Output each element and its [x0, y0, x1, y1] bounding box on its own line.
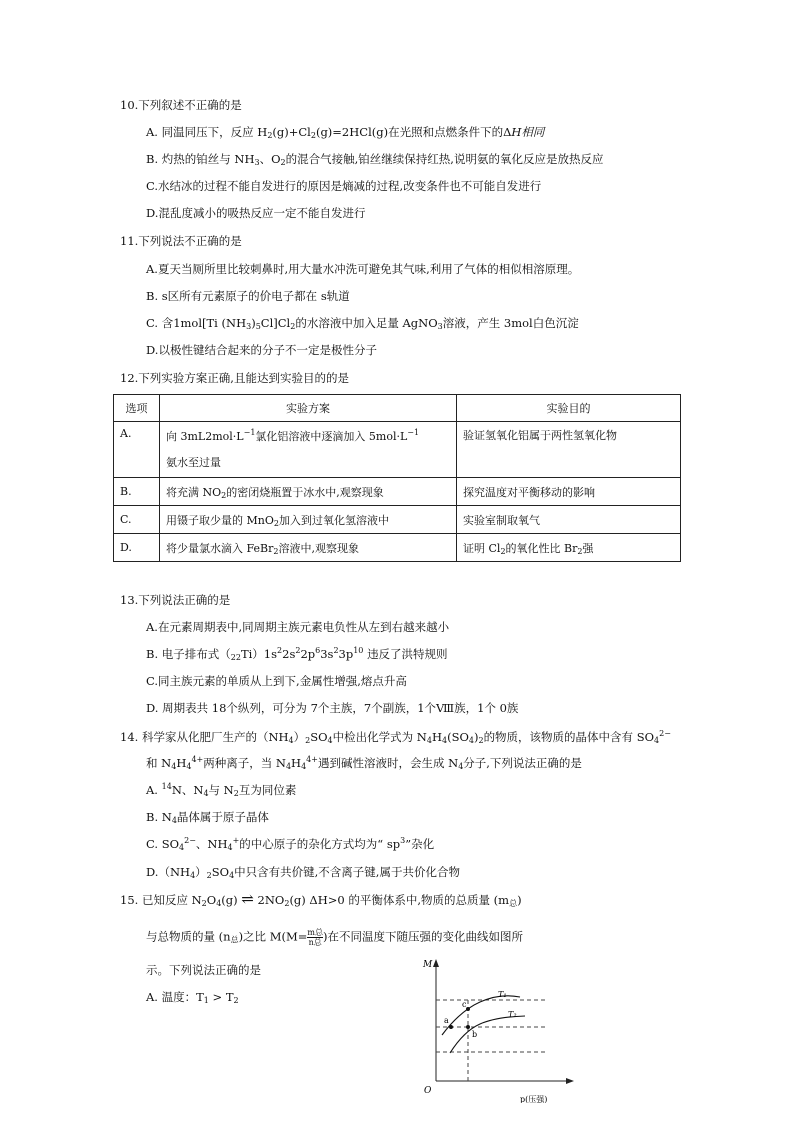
q15-stem: 15. 已知反应 $N_2O_4(g)$ ⇌ $2NO_2(g)$ ΔH>0 的平衡体系中,物质的总质量 $(m_总)$ — [120, 890, 522, 908]
origin-label: O — [424, 1086, 432, 1096]
point-a — [449, 1025, 453, 1029]
row-goal: 验证氢氧化铝属于两性氢氧化物 — [457, 422, 681, 478]
header-goal: 实验目的 — [457, 395, 681, 422]
experiment-table — [113, 394, 681, 562]
q10-option-d: D.混乱度减小的吸热反应一定不能自发进行 — [146, 206, 366, 220]
m-vs-p-diagram — [420, 955, 580, 1103]
q11-option-d: D.以极性键结合起来的分子不一定是极性分子 — [146, 343, 377, 357]
table-row — [114, 422, 681, 478]
point-b — [466, 1025, 470, 1029]
header-option: 选项 — [114, 395, 160, 422]
y-axis-label: M — [423, 960, 433, 970]
table-row — [114, 506, 681, 534]
q10-option-b: B. 灼热的铂丝与 $NH_3$、$O_2$的混合气接触,铂丝继续保持红热,说明氨的氧化反应是放热反应 — [146, 152, 604, 167]
q14-stem: 14. 科学家从化肥厂生产的$(NH_4)_2SO_4$中检出化学式为 $N_4H_4(SO_4)_2$的物质，该物质的晶体中含有 $SO_4^{2-}$ — [120, 729, 671, 745]
point-b-label: b — [472, 1030, 478, 1039]
row-option: C. — [114, 506, 160, 534]
q15-stem-line2: 与总物质的量 $(n_总)$之比 M(M= $\frac{\text{m总}}{\text{n总}}$ )在不同温度下随压强的变化曲线如图所 — [146, 928, 523, 947]
row-option: A. — [114, 422, 160, 478]
row-option: B. — [114, 478, 160, 506]
table-header-row — [114, 395, 681, 422]
q12-stem: 12.下列实验方案正确,且能达到实验目的的是 — [120, 371, 349, 385]
q15-option-a: A. 温度：$T_1 > T_2$ — [146, 990, 239, 1005]
row-goal: 实验室制取氧气 — [457, 506, 681, 534]
table-row — [114, 478, 681, 506]
curve-t1-label: T₁ — [498, 990, 507, 999]
q14-stem-line2: 和 $N_4H_4^{4+}$两种离子，当 $N_4H_4^{4+}$遇到碱性溶液时，会生成 $N_4$分子,下列说法正确的是 — [146, 755, 582, 771]
x-axis-arrow-icon — [566, 1078, 574, 1084]
q11-option-a: A.夏天当厕所里比较刺鼻时,用大量水冲洗可避免其气味,利用了气体的相似相溶原理。 — [146, 262, 580, 276]
q13-option-b: B. 电子排布式$(_{22}Ti)1s^22s^22p^63s^23p^{10}$ 违反了洪特规则 — [146, 646, 448, 662]
curve-t2 — [450, 1016, 525, 1053]
q13-option-c: C.同主族元素的单质从上到下,金属性增强,熔点升高 — [146, 674, 407, 688]
q13-option-d: D. 周期表共 18个纵列，可分为 7个主族，7个副族，1个Ⅷ族，1个 0族 — [146, 701, 519, 715]
row-plan: 将少量氯水滴入 FeBr$_2$溶液中,观察现象 — [160, 534, 457, 562]
molar-mass-fraction: $\frac{\text{m总}}{\text{n总}}$ — [307, 928, 323, 947]
row-goal: 证明 $Cl_2$的氧化性比 $Br_2$强 — [457, 534, 681, 562]
q10-option-c: C.水结冰的过程不能自发进行的原因是熵减的过程,改变条件也不可能自发进行 — [146, 179, 542, 193]
q10-option-a: A. 同温同压下，反应 $H_2(g)+Cl_2(g)=2HCl(g)$在光照和点燃条件下的ΔH相同 — [146, 125, 545, 140]
q11-stem: 11.下列说法不正确的是 — [120, 234, 242, 248]
curve-t2-label: T₂ — [508, 1010, 517, 1019]
q14-option-d: $D.(NH_4)_2SO_4$中只含有共价键,不含离子键,属于共价化合物 — [146, 865, 460, 880]
q14-option-a: A. $^{14}$N、$N_4$与 $N_2$互为同位素 — [146, 782, 297, 798]
q11-option-c: C. 含1mol[Ti $(NH_3)_5Cl]Cl_2$的水溶液中加入足量 AgNO$_3$溶液，产生 3mol白色沉淀 — [146, 316, 579, 331]
q13-option-a: A.在元素周期表中,同周期主族元素电负性从左到右越来越小 — [146, 620, 450, 634]
row-goal: 探究温度对平衡移动的影响 — [457, 478, 681, 506]
q10-stem: 10.下列叙述不正确的是 — [120, 98, 242, 112]
row-plan: 向 $3mL2mol\cdot L^{-1}$氯化铝溶液中逐滴加入 $5mol\cdot L^{-1}$ 氨水至过量 — [160, 422, 457, 478]
equilibrium-arrow-icon: ⇌ — [241, 890, 254, 908]
q11-option-b: B. s区所有元素原子的价电子都在 s轨道 — [146, 289, 350, 303]
point-a-label: a — [444, 1016, 449, 1025]
row-plan: 用镊子取少量的 MnO$_2$加入到过氧化氢溶液中 — [160, 506, 457, 534]
q15-stem-line3: 示。下列说法正确的是 — [146, 963, 261, 977]
point-c — [466, 1007, 470, 1011]
q14-option-b: B. $N_4$晶体属于原子晶体 — [146, 810, 269, 825]
q13-stem: 13.下列说法正确的是 — [120, 593, 231, 607]
table-row — [114, 534, 681, 562]
row-plan: 将充满 $NO_2$的密闭烧瓶置于冰水中,观察现象 — [160, 478, 457, 506]
y-axis-arrow-icon — [433, 959, 439, 967]
row-option: D. — [114, 534, 160, 562]
x-axis-label: p(压强) — [520, 1095, 548, 1103]
q14-option-c: C. $SO_4^{2-}$、$NH_4^+$的中心原子的杂化方式均为“ $sp^3$”杂化 — [146, 836, 435, 852]
point-c-label: c — [462, 1000, 467, 1009]
header-plan: 实验方案 — [160, 395, 457, 422]
